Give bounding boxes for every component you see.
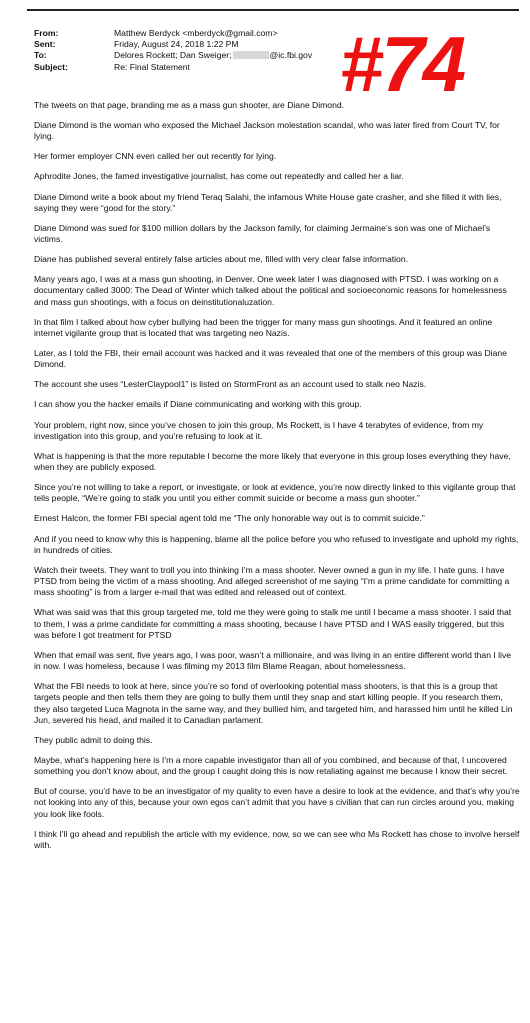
- subject-label: Subject:: [34, 61, 68, 72]
- body-paragraph: But of course, you’d have to be an investigator of my quality to even have a desire to look at the evidence, and that’s why you’re not looking into any of this, because your own egos can’t admit that you have s civilian that can run circles around you, making you look like fools.: [34, 786, 520, 819]
- body-paragraph: Diane Dimond was sued for $100 million dollars by the Jackson family, for claiming Jermaine’s son was one of Michael’s victims.: [34, 222, 491, 245]
- body-paragraph: Ernest Halcon, the former FBI special agent told me “The only honorable way out is to commit suicide.”: [34, 513, 425, 524]
- body-paragraph: What is happening is that the more reputable I become the more likely that everyone in this group loses everything they have, when they are publicly exposed.: [34, 450, 511, 473]
- body-paragraph: The account she uses “LesterClaypool1” is listed on StormFront as an account used to stalk neo Nazis.: [34, 379, 427, 390]
- body-paragraph: What the FBI needs to look at here, since you’re so fond of overlooking potential mass shooters, is that this is a group that targets people and then tells them they are going to bully them until they snap and start killing people. If you research them, they also targeted Luca Magnota in the same way, and they bullied him, and targeted him, and harassed him until he killed Lin Jun, severed his head, and mailed it to Canadian parlament.: [34, 681, 513, 725]
- to-domain: @ic.fbi.gov: [269, 50, 313, 61]
- body-paragraph: The tweets on that page, branding me as a mass gun shooter, are Diane Dimond.: [34, 100, 345, 110]
- to-row: [34, 50, 312, 61]
- sent-row: [34, 39, 312, 50]
- body-paragraph: Many years ago, I was at a mass gun shooting, in Denver. One week later I was diagnosed with PTSD. I was working on a documentary called 3000: The Dead of Winter which talked about the political and socioeconomic reasons for homelessness and mass gun shootings, with a focus on deinstitutionaluzation.: [34, 274, 507, 307]
- from-value: Matthew Berdyck <mberdyck@gmail.com>: [114, 28, 278, 38]
- body-paragraph: Watch their tweets. They want to troll you into thinking I’m a mass shooter. Never owned a gun in my life. I hate guns. I have PTSD from being the victim of a mass shooting. And alleged screenshot of me saying “I’m a prime candidate for committing a mass shooting” is from a larger e-mail that was edited and released out of context.: [34, 564, 510, 598]
- body-paragraph: Aphrodite Jones, the famed investigative journalist, has come out repeatedly and called her a liar.: [34, 171, 404, 182]
- header-rule: [27, 9, 519, 11]
- to-label: To:: [34, 50, 47, 61]
- email-header: [34, 28, 312, 73]
- body-paragraph: Maybe, what’s happening here is I’m a more capable investigator than all of you combined, and because of that, I uncovered something you don’t know about, and the group I caught doing this is now retaliating against me because I know their secret.: [34, 754, 508, 777]
- email-body: [34, 100, 520, 860]
- body-paragraph: Diane Dimond is the woman who exposed the Michael Jackson molestation scandal, who was later fired from Court TV, for lying.: [34, 120, 500, 142]
- body-paragraph: Since you’re not willing to take a report, or investigate, or look at evidence, you’re now directly linked to this vigilante group that tells people, “We’re going to stalk you until you either commit suicide or become a mass gun shooter.”: [34, 482, 516, 504]
- exhibit-number-stamp: #74: [340, 20, 465, 108]
- subject-value: Re: Final Statement: [114, 61, 190, 72]
- body-paragraph: In that film I talked about how cyber bullying had been the trigger for many mass gun shootings. And it featured an online internet vigilante group that is located that was targeting neo Nazis.: [34, 316, 493, 338]
- from-label: From:: [34, 28, 59, 38]
- to-recipients: Delores Rockett; Dan Sweiger;: [114, 50, 232, 61]
- body-paragraph: And if you need to know why this is happening, blame all the police before you who refused to investigate and uphold my rights, in hundreds of cities.: [34, 533, 519, 555]
- from-row: [34, 28, 312, 39]
- subject-row: [34, 62, 312, 73]
- to-value: [114, 50, 312, 61]
- body-paragraph: They public admit to doing this.: [34, 734, 153, 745]
- body-paragraph: When that email was sent, five years ago, I was poor, wasn’t a millionaire, and was living in an entire different world than I live in now. I was homeless, because I was filming my 2013 film Blame Reagan, about homelessness.: [34, 649, 512, 672]
- sent-label: Sent:: [34, 39, 56, 50]
- body-paragraph: I can show you the hacker emails if Diane communicating and working with this group.: [34, 399, 362, 410]
- body-paragraph: Later, as I told the FBI, their email account was hacked and it was revealed that one of the members of this group was Diane Dimond.: [34, 348, 507, 370]
- sent-value: Friday, August 24, 2018 1:22 PM: [114, 39, 239, 50]
- body-paragraph: Diane has published several entirely false articles about me, filled with very clear false information.: [34, 254, 409, 265]
- body-paragraph: Your problem, right now, since you’ve chosen to join this group, Ms Rockett, is I have 4 terabytes of evidence, from my investigation into this group, and you’re refusing to look at it.: [34, 419, 484, 441]
- body-paragraph: I think I’ll go ahead and republish the article with my evidence, now, so we can see who Ms Rockett has chose to involve herself with.: [34, 828, 520, 850]
- body-paragraph: Diane Dimond write a book about my friend Teraq Salahi, the infamous White House gate crasher, and she filled it with lies, saying they were “good for the story.”: [34, 191, 502, 213]
- redaction-block: [233, 51, 269, 59]
- body-paragraph: What was said was that this group targeted me, told me they were going to stalk me until I became a mass shooter. I said that to them, I was a prime candidate for committing a mass shooting, because I have PTSD and I WAS easily triggered, but this was before I got treatment for PTSD: [34, 607, 512, 640]
- body-paragraph: Her former employer CNN even called her out recently for lying.: [34, 151, 277, 162]
